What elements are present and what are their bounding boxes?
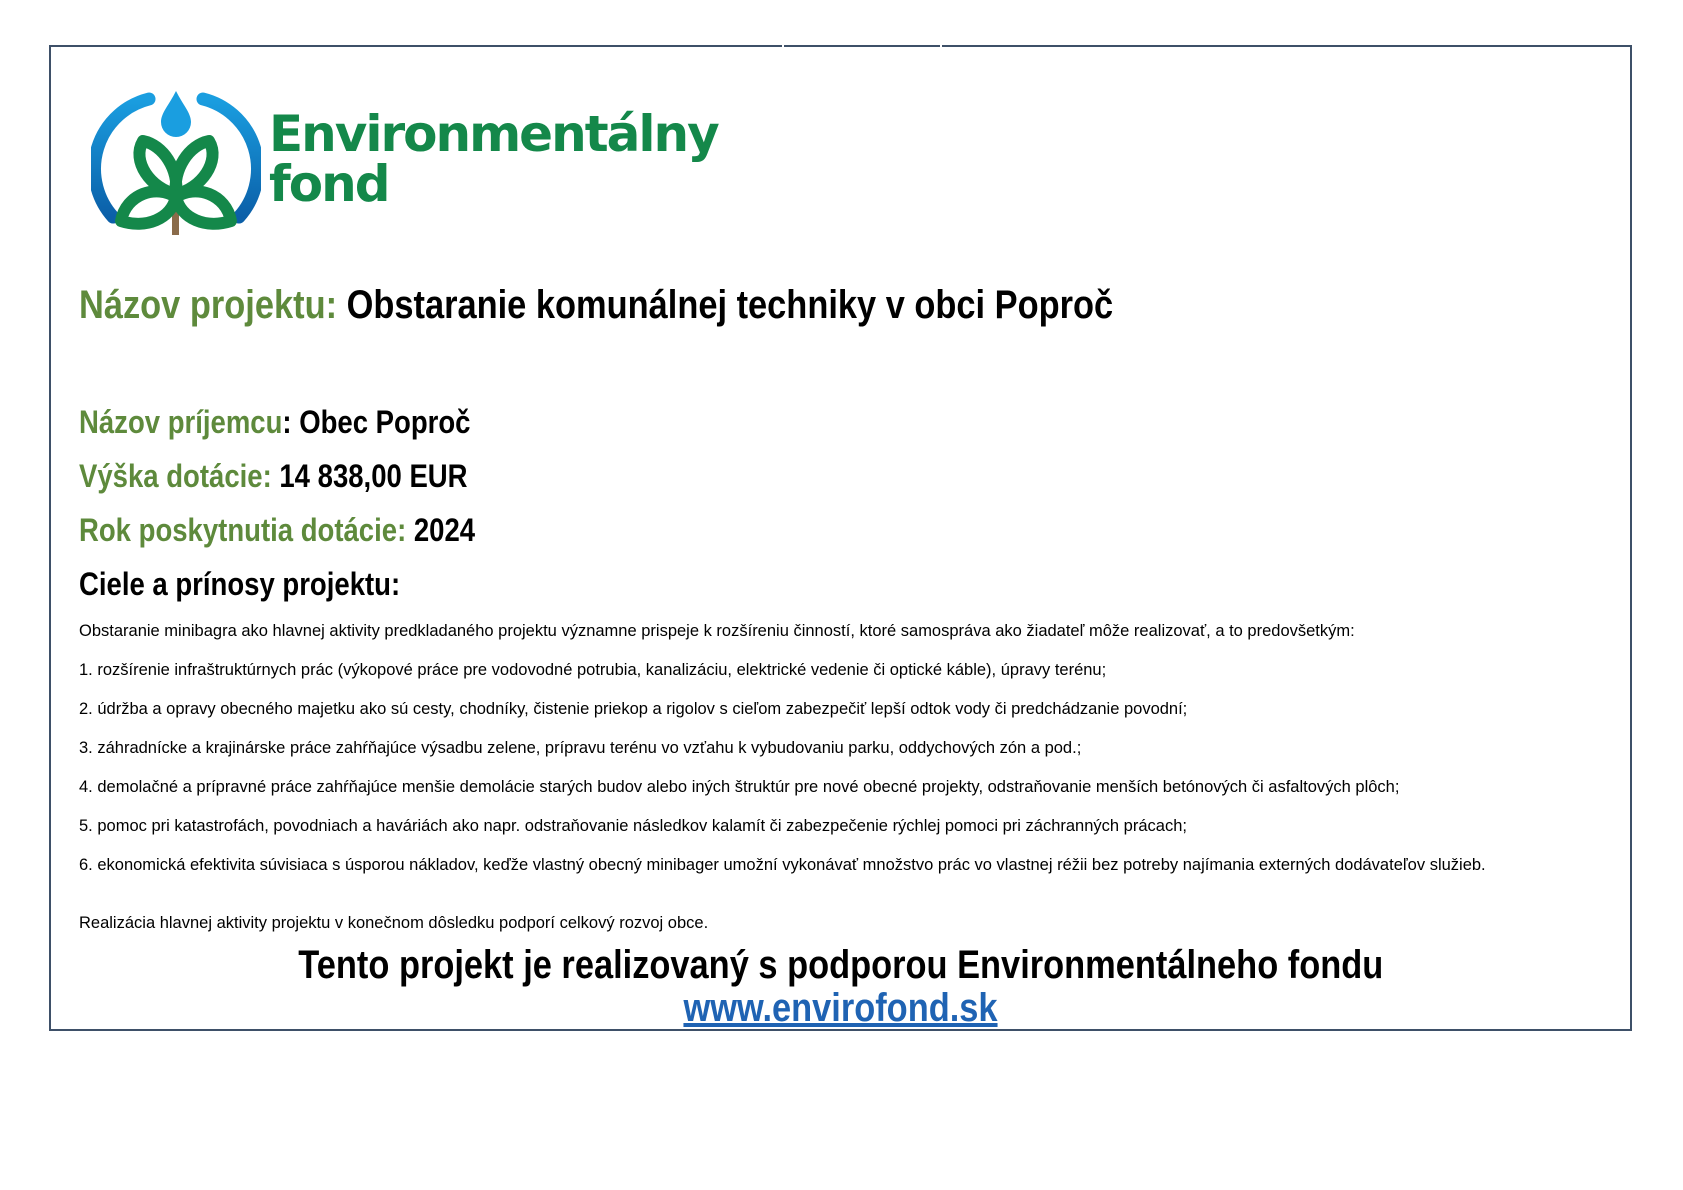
- goals-heading: Ciele a prínosy projektu:: [79, 566, 401, 602]
- envirofond-logo: [91, 89, 718, 239]
- project-title-value: Obstaranie komunálnej techniky v obci Poproč: [346, 283, 1114, 327]
- paragraph-item-2: 2. údržba a opravy obecného majetku ako sú cesty, chodníky, čistenie priekop a rigolov s cieľom zabezpečiť lepší odtok vody či predchádzanie povodní;: [79, 700, 1188, 718]
- frame-gap: [782, 44, 784, 48]
- recipient-field: [79, 404, 470, 441]
- recipient-label: Názov príjemcu: [79, 404, 283, 440]
- logo-name-line1: Environmentálny: [269, 105, 718, 163]
- leaf-logo-icon: [91, 89, 261, 239]
- year-field: [79, 512, 475, 549]
- amount-field: [79, 458, 468, 495]
- logo-wordmark: [269, 105, 718, 213]
- paragraph-item-1: 1. rozšírenie infraštruktúrnych prác (výkopové práce pre vodovodné potrubia, kanalizáciu, elektrické vedenie či optické káble), úpravy terénu;: [79, 661, 1107, 679]
- support-statement: Tento projekt je realizovaný s podporou Environmentálneho fondu: [298, 943, 1383, 987]
- year-label: Rok poskytnutia dotácie:: [79, 512, 407, 548]
- paragraph-intro: Obstaranie minibagra ako hlavnej aktivity predkladaného projektu významne prispeje k rozšíreniu činností, ktoré samospráva ako žiadateľ môže realizovať, a to predovšetkým:: [79, 622, 1355, 640]
- year-value: 2024: [413, 512, 476, 548]
- project-title-label: Názov projektu:: [79, 283, 338, 327]
- paragraph-item-4: 4. demolačné a prípravné práce zahŕňajúce menšie demolácie starých budov alebo iných štruktúr pre nové obecné projekty, odstraňovanie menších betónových či asfaltových plôch;: [79, 778, 1400, 796]
- paragraph-item-6: 6. ekonomická efektivita súvisiaca s úsporou nákladov, keďže vlastný obecný minibager umožní vykonávať množstvo prác vo vlastnej réžii bez potreby najímania externých dodávateľov služieb.: [79, 856, 1486, 874]
- footer: [51, 943, 1630, 1029]
- document-frame: [49, 45, 1632, 1031]
- amount-label: Výška dotácie:: [79, 458, 272, 494]
- frame-gap: [940, 44, 942, 48]
- paragraph-item-3: 3. záhradnícke a krajinárske práce zahŕňajúce výsadbu zelene, prípravu terénu vo vzťahu k vybudovaniu parku, oddychových zón a pod.;: [79, 739, 1082, 757]
- project-title: [79, 283, 1113, 328]
- amount-value: 14 838,00 EUR: [279, 458, 468, 494]
- envirofond-link[interactable]: www.envirofond.sk: [683, 986, 998, 1030]
- paragraph-item-5: 5. pomoc pri katastrofách, povodniach a haváriách ako napr. odstraňovanie následkov kalamít či zabezpečenie rýchlej pomoci pri záchranných prácach;: [79, 817, 1187, 835]
- paragraph-conclusion: Realizácia hlavnej aktivity projektu v konečnom dôsledku podporí celkový rozvoj obce.: [79, 914, 709, 932]
- recipient-value: : Obec Poproč: [282, 404, 471, 440]
- logo-name-line2: fond: [269, 155, 389, 213]
